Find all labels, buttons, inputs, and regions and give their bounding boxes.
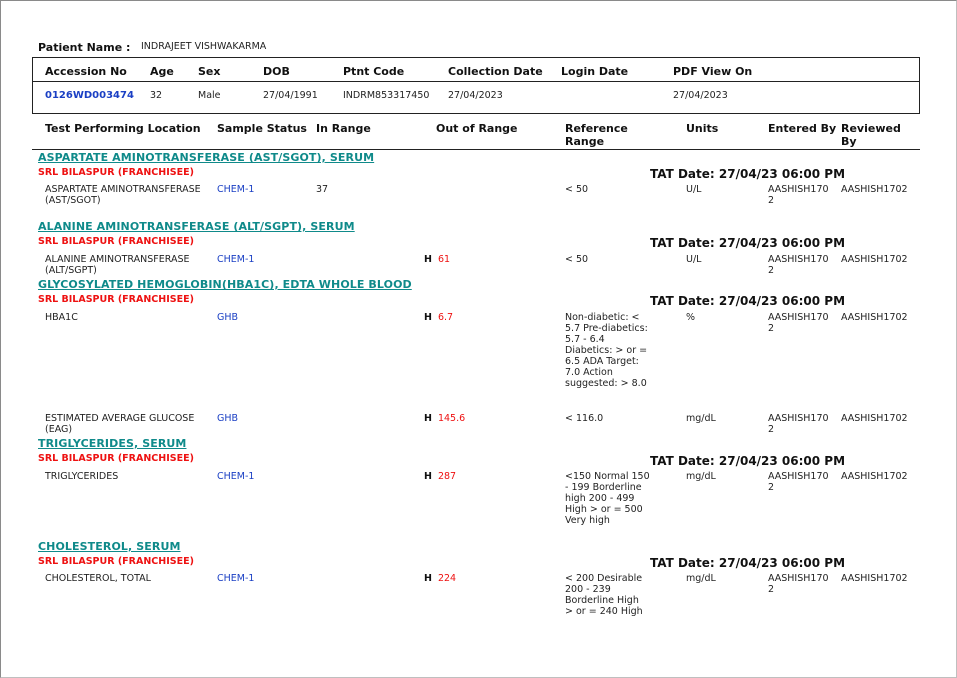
reviewed-by: AASHISH1702: [841, 413, 908, 424]
results-header-divider: [32, 149, 920, 150]
col-reviewed-by: Reviewed By: [841, 122, 901, 148]
sample-status: CHEM-1: [217, 184, 255, 195]
units: mg/dL: [686, 573, 716, 584]
col-sample-status: Sample Status: [217, 122, 307, 135]
units: mg/dL: [686, 471, 716, 482]
units: %: [686, 312, 696, 323]
col-units: Units: [686, 122, 719, 135]
in-range-value: 37: [316, 184, 329, 195]
section-title: GLYCOSYLATED HEMOGLOBIN(HBA1C), EDTA WHOLE BLOOD: [38, 278, 412, 291]
accession-no-value: 0126WD003474: [45, 90, 134, 101]
section-tat: TAT Date: 27/04/23 06:00 PM: [650, 167, 846, 181]
reviewed-by: AASHISH1702: [841, 254, 908, 265]
age-value: 32: [150, 90, 163, 101]
out-range-value: 145.6: [437, 413, 466, 424]
entered-by: AASHISH1702: [768, 471, 829, 493]
section-location: SRL BILASPUR (FRANCHISEE): [38, 167, 194, 178]
header-collection-date: Collection Date: [448, 65, 543, 78]
sample-status: GHB: [217, 312, 239, 323]
section-tat: TAT Date: 27/04/23 06:00 PM: [650, 454, 846, 468]
header-sex: Sex: [198, 65, 221, 78]
high-flag: H: [424, 254, 432, 265]
entered-by: AASHISH1702: [768, 254, 829, 276]
entered-by: AASHISH1702: [768, 413, 829, 435]
out-range-cell: [424, 413, 465, 424]
entered-by: AASHISH1702: [768, 184, 829, 206]
col-out-of-range: Out of Range: [436, 122, 518, 135]
test-name: CHOLESTEROL, TOTAL: [45, 573, 151, 584]
sex-value: Male: [198, 90, 221, 101]
units: U/L: [686, 184, 702, 195]
sample-status: CHEM-1: [217, 471, 255, 482]
reviewed-by: AASHISH1702: [841, 471, 908, 482]
section-title: ASPARTATE AMINOTRANSFERASE (AST/SGOT), SERUM: [38, 151, 375, 164]
reference-range: < 50: [565, 254, 589, 265]
patient-name-value: INDRAJEET VISHWAKARMA: [141, 41, 267, 52]
reference-range: <150 Normal 150 - 199 Borderline high 200 - 499 High > or = 500 Very high: [565, 471, 650, 526]
section-location: SRL BILASPUR (FRANCHISEE): [38, 556, 194, 567]
header-dob: DOB: [263, 65, 290, 78]
test-name: TRIGLYCERIDES: [45, 471, 119, 482]
collection-date-value: 27/04/2023: [448, 90, 503, 101]
header-login-date: Login Date: [561, 65, 629, 78]
section-tat: TAT Date: 27/04/23 06:00 PM: [650, 236, 846, 250]
col-entered-by: Entered By: [768, 122, 837, 135]
reviewed-by: AASHISH1702: [841, 573, 908, 584]
high-flag: H: [424, 471, 432, 482]
high-flag: H: [424, 413, 432, 424]
test-name: HBA1C: [45, 312, 78, 323]
out-range-cell: [424, 573, 456, 584]
test-name: ALANINE AMINOTRANSFERASE (ALT/SGPT): [45, 254, 190, 276]
sample-status: CHEM-1: [217, 254, 255, 265]
header-ptnt-code: Ptnt Code: [343, 65, 405, 78]
section-tat: TAT Date: 27/04/23 06:00 PM: [650, 556, 846, 570]
units: U/L: [686, 254, 702, 265]
section-title: ALANINE AMINOTRANSFERASE (ALT/SGPT), SERUM: [38, 220, 355, 233]
section-location: SRL BILASPUR (FRANCHISEE): [38, 294, 194, 305]
reference-range: < 116.0: [565, 413, 604, 424]
section-location: SRL BILASPUR (FRANCHISEE): [38, 453, 194, 464]
units: mg/dL: [686, 413, 716, 424]
pdf-view-on-value: 27/04/2023: [673, 90, 728, 101]
patient-name-label: Patient Name :: [38, 41, 131, 54]
reference-range: < 50: [565, 184, 589, 195]
col-reference-range: Reference Range: [565, 122, 628, 148]
test-name: ASPARTATE AMINOTRANSFERASE (AST/SGOT): [45, 184, 201, 206]
header-accession-no: Accession No: [45, 65, 127, 78]
patient-info-divider: [32, 81, 920, 82]
col-in-range: In Range: [316, 122, 371, 135]
out-range-cell: [424, 312, 453, 323]
out-range-cell: [424, 254, 450, 265]
reference-range: < 200 Desirable 200 - 239 Borderline High > or = 240 High: [565, 573, 643, 617]
section-location: SRL BILASPUR (FRANCHISEE): [38, 236, 194, 247]
header-age: Age: [150, 65, 174, 78]
test-name: ESTIMATED AVERAGE GLUCOSE (EAG): [45, 413, 195, 435]
out-range-value: 61: [437, 254, 451, 265]
out-range-value: 6.7: [437, 312, 454, 323]
section-title: TRIGLYCERIDES, SERUM: [38, 437, 187, 450]
out-range-value: 287: [437, 471, 457, 482]
sample-status: CHEM-1: [217, 573, 255, 584]
out-range-cell: [424, 471, 456, 482]
ptnt-code-value: INDRM853317450: [343, 90, 430, 101]
entered-by: AASHISH1702: [768, 573, 829, 595]
col-location: Test Performing Location: [45, 122, 201, 135]
reviewed-by: AASHISH1702: [841, 312, 908, 323]
dob-value: 27/04/1991: [263, 90, 318, 101]
section-tat: TAT Date: 27/04/23 06:00 PM: [650, 294, 846, 308]
sample-status: GHB: [217, 413, 239, 424]
section-title: CHOLESTEROL, SERUM: [38, 540, 181, 553]
high-flag: H: [424, 312, 432, 323]
header-pdf-view-on: PDF View On: [673, 65, 753, 78]
high-flag: H: [424, 573, 432, 584]
out-range-value: 224: [437, 573, 457, 584]
reference-range: Non-diabetic: < 5.7 Pre-diabetics: 5.7 - 6.4 Diabetics: > or = 6.5 ADA Target: 7.0 Action suggested: > 8.0: [565, 312, 648, 389]
entered-by: AASHISH1702: [768, 312, 829, 334]
reviewed-by: AASHISH1702: [841, 184, 908, 195]
